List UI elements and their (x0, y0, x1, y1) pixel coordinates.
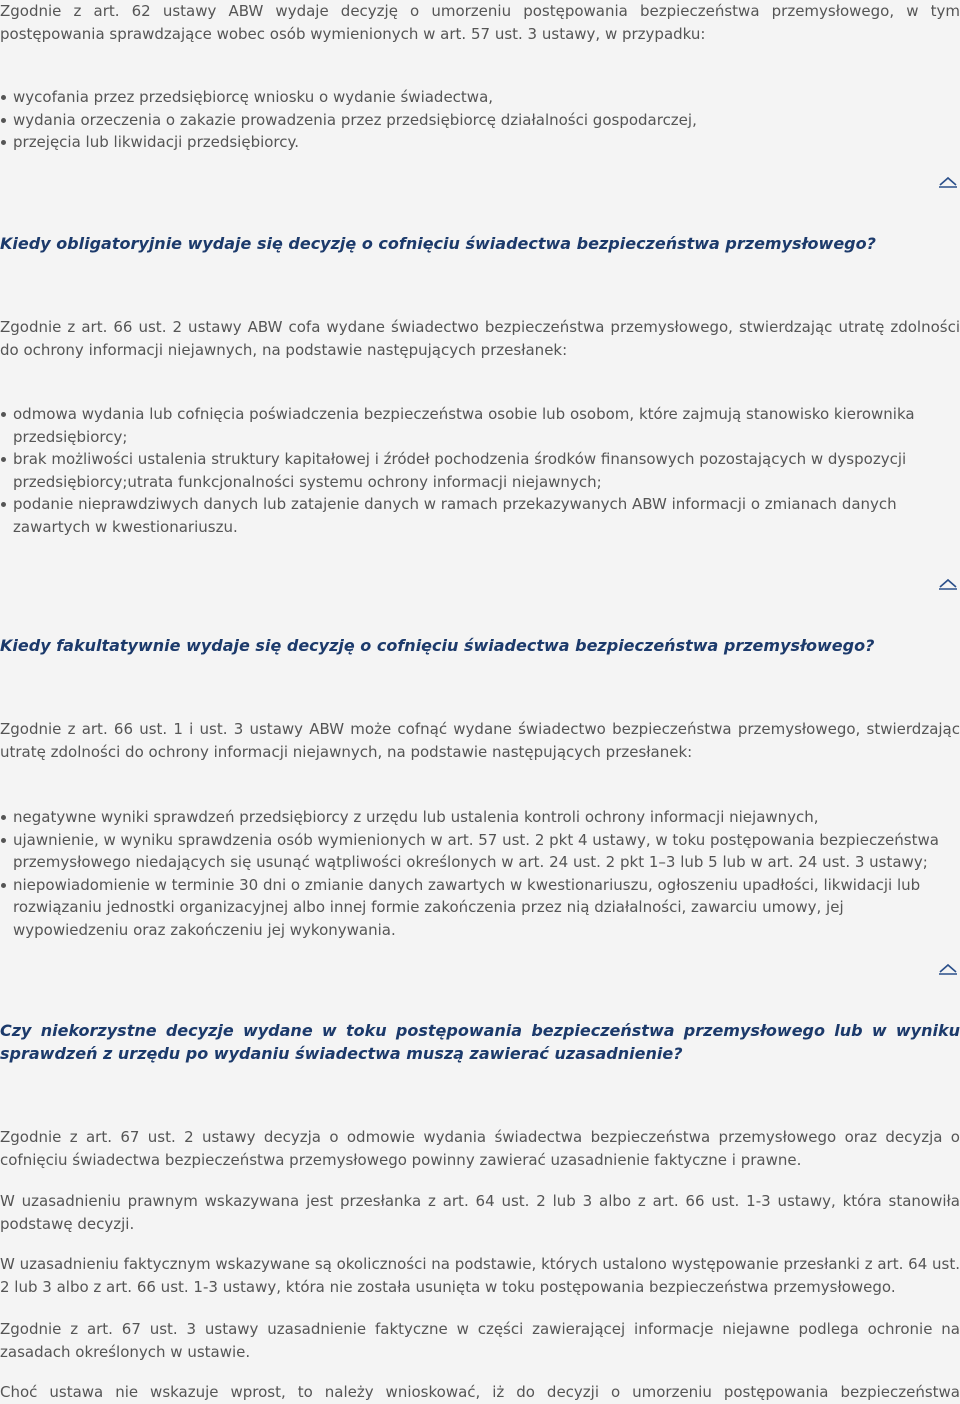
back-to-top-link[interactable] (938, 578, 958, 590)
list-item: niepowiadomienie w terminie 30 dni o zmianie danych zawartych w kwestionariuszu, ogłoszeniu upadłości, likwidacji lub rozwiązaniu jednostki organizacyjnej albo innej formie zakończenia przez nią działalności, zawarciu umowy, jej wypowiedzeniu oraz zakończeniu jej wykonywania. (0, 874, 958, 942)
justification-paragraph: Zgodnie z art. 67 ust. 3 ustawy uzasadnienie faktyczne w części zawierającej informacje niejawne podlega ochronie na zasadach określonych w ustawie. (0, 1320, 960, 1361)
section-heading-optional: Kiedy fakultatywnie wydaje się decyzję o cofnięciu świadectwa bezpieczeństwa przemysłowego? (0, 636, 875, 655)
back-to-top-link[interactable] (938, 963, 958, 975)
list-item: negatywne wyniki sprawdzeń przedsiębiorcy z urzędu lub ustalenia kontroli ochrony informacji niejawnych, (0, 806, 958, 829)
list-item: przejęcia lub likwidacji przedsiębiorcy. (0, 131, 958, 154)
list-item: podanie nieprawdziwych danych lub zatajenie danych w ramach przekazywanych ABW informacji o zmianach danych zawartych w kwestionariuszu. (0, 493, 958, 538)
section-obligatory-list (0, 403, 958, 538)
list-item: wydania orzeczenia o zakazie prowadzenia przez przedsiębiorcę działalności gospodarczej, (0, 109, 958, 132)
section-optional-list (0, 806, 958, 941)
list-item: ujawnienie, w wyniku sprawdzenia osób wymienionych w art. 57 ust. 2 pkt 4 ustawy, w toku postępowania bezpieczeństwa przemysłowego niedających się usunąć wątpliwości określonych w art. 24 ust. 2 pkt 1–3 lub 5 lub w art. 24 ust. 3 ustawy; (0, 829, 958, 874)
back-to-top-link[interactable] (938, 176, 958, 188)
justification-paragraph: W uzasadnieniu prawnym wskazywana jest przesłanka z art. 64 ust. 2 lub 3 albo z art. 66 ust. 1-3 ustawy, która stanowiła podstawę decyzji. (0, 1192, 960, 1233)
justification-paragraph: Choć ustawa nie wskazuje wprost, to należy wnioskować, iż do decyzji o umorzeniu postępowania bezpieczeństwa (0, 1383, 960, 1401)
section-heading-justification: Czy niekorzystne decyzje wydane w toku postępowania bezpieczeństwa przemysłowego lub w wyniku sprawdzeń z urzędu po wydaniu świadectwa muszą zawierać uzasadnienie? (0, 1021, 960, 1063)
list-item: wycofania przez przedsiębiorcę wniosku o wydanie świadectwa, (0, 86, 958, 109)
section-heading-obligatory: Kiedy obligatoryjnie wydaje się decyzję o cofnięciu świadectwa bezpieczeństwa przemysłowego? (0, 234, 876, 253)
list-item: odmowa wydania lub cofnięcia poświadczenia bezpieczeństwa osobie lub osobom, które zajmują stanowisko kierownika przedsiębiorcy; (0, 403, 958, 448)
list-item: brak możliwości ustalenia struktury kapitałowej i źródeł pochodzenia środków finansowych pozostających w dyspozycji przedsiębiorcy;utrata funkcjonalności systemu ochrony informacji niejawnych; (0, 448, 958, 493)
intro-paragraph: Zgodnie z art. 62 ustawy ABW wydaje decyzję o umorzeniu postępowania bezpieczeństwa przemysłowego, w tym postępowania sprawdzające wobec osób wymienionych w art. 57 ust. 3 ustawy, w przypadku: (0, 2, 960, 43)
back-to-top-icon (938, 176, 958, 188)
justification-paragraph: W uzasadnieniu faktycznym wskazywane są okoliczności na podstawie, których ustalono występowanie przesłanki z art. 64 ust. 2 lub 3 albo z art. 66 ust. 1-3 ustawy, która nie została usunięta w toku postępowania bezpieczeństwa przemysłowego. (0, 1255, 960, 1296)
justification-paragraph: Zgodnie z art. 67 ust. 2 ustawy decyzja o odmowie wydania świadectwa bezpieczeństwa przemysłowego oraz decyzja o cofnięciu świadectwa bezpieczeństwa przemysłowego powinny zawierać uzasadnienie faktyczne i prawne. (0, 1128, 960, 1169)
intro-list (0, 86, 958, 154)
back-to-top-icon (938, 963, 958, 975)
section-obligatory-paragraph: Zgodnie z art. 66 ust. 2 ustawy ABW cofa wydane świadectwo bezpieczeństwa przemysłowego, stwierdzając utratę zdolności do ochrony informacji niejawnych, na podstawie następujących przesłanek: (0, 318, 960, 359)
back-to-top-icon (938, 578, 958, 590)
section-optional-paragraph: Zgodnie z art. 66 ust. 1 i ust. 3 ustawy ABW może cofnąć wydane świadectwo bezpieczeństwa przemysłowego, stwierdzając utratę zdolności do ochrony informacji niejawnych, na podstawie następujących przesłanek: (0, 720, 960, 761)
